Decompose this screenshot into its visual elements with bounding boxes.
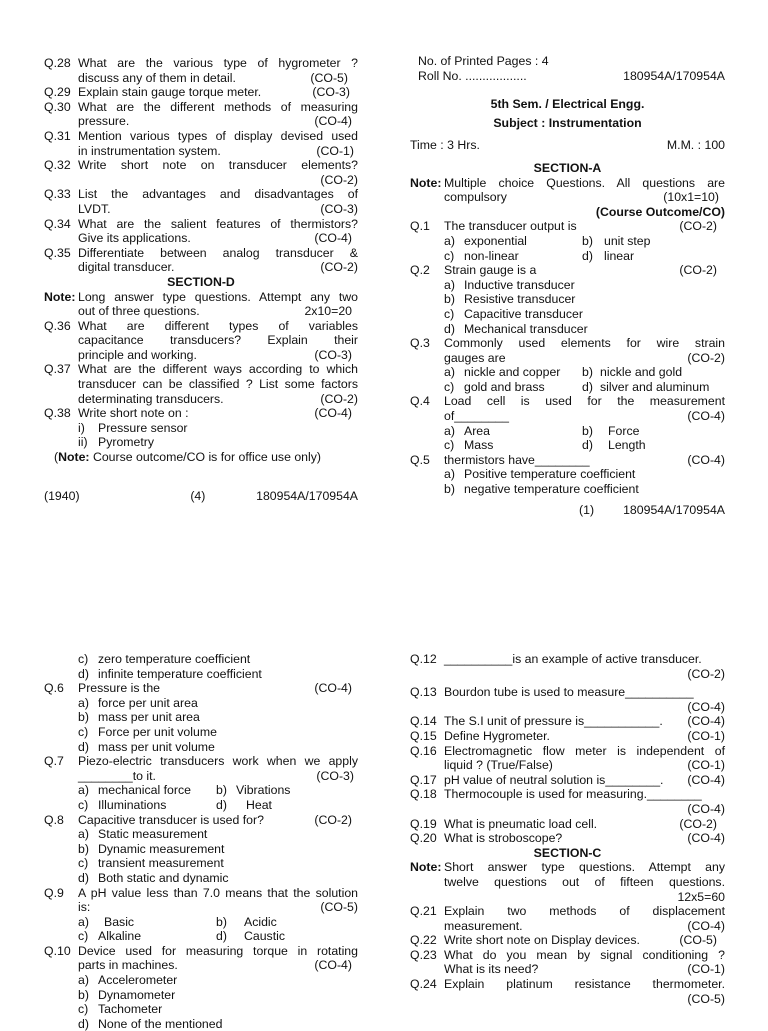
question-33: Q.33 List the advantages and disadvantages of LVDT. (CO-3): [44, 187, 358, 216]
question-3: Q.3 Commonly used elements for wire strain gauges are (CO-2) a) nickle and copper b) nickle and gold c) gold and brass d) silver and aluminum: [410, 336, 725, 394]
course-outcome-header: (Course Outcome/CO): [595, 204, 725, 219]
question-8: Q.8 Capacitive transducer is used for? (CO-2) a) Static measurement b) Dynamic measurement c) transient measurement d) Both static and dynamic: [44, 813, 358, 886]
section-c-note: Note: Short answer type questions. Attempt any twelve questions out of fifteen questions. 12x5=60: [410, 860, 725, 904]
office-use-footnote: (Note: Course outcome/CO is for office use only): [54, 450, 321, 465]
question-32: Q.32 Write short note on transducer elements? (CO-2): [44, 158, 358, 187]
question-4: Q.4 Load cell is used for the measurement of________ (CO-4) a) Area b) Force c) Mass d) Length: [410, 394, 725, 453]
question-31: Q.31 Mention various types of display devised used in instrumentation system. (CO-1): [44, 128, 358, 158]
semester-heading: 5th Sem. / Electrical Engg.: [490, 97, 645, 112]
question-19: Q.19 What is pneumatic load cell. (CO-2): [410, 817, 725, 832]
page-2-bottom-left: c) zero temperature coefficient d) infinite temperature coefficient Q.6 Pressure is the (CO-4) a) force per unit area b) mass per unit area c) Force per unit volume d) mass per unit volume Q.7 Piezo-electric transducers work when we apply ________to it. (CO-3) a) mechanical force b) Vibrations c) Illuminations d) Heat Q.8 Capacitive transducer is used for? (CO-2) a) Static measurement b) Dynamic measurement c) transient measurement d) Both static and dynamic Q.9 A pH value less than 7.0 means that the solution is: (CO-5) a) Basic b) Acidic c) Alkaline d) Caustic Q.10 Device used for measuring torque in rotating parts in machines. (CO-4) a) Accelerometer b) Dynamometer c) Tachometer d) None of the mentioned: [44, 652, 358, 1031]
course-outcome: (CO-2): [679, 219, 717, 234]
course-outcome: (CO-4): [314, 406, 352, 421]
question-13: Q.13 Bourdon tube is used to measure__________ (CO-4): [410, 685, 725, 714]
question-21: Q.21 Explain two methods of displacement measurement. (CO-4): [410, 904, 725, 933]
question-23: Q.23 What do you mean by signal conditioning ? What is its need? (CO-1): [410, 947, 725, 977]
question-6: Q.6 Pressure is the (CO-4) a) force per unit area b) mass per unit area c) Force per unit volume d) mass per unit volume: [44, 681, 358, 754]
course-outcome: (CO-5): [679, 933, 717, 948]
course-outcome: (CO-2): [687, 666, 725, 681]
course-outcome: (CO-1): [687, 758, 725, 773]
course-outcome: (CO-5): [687, 991, 725, 1006]
course-outcome: (CO-4): [687, 918, 725, 933]
printed-pages: No. of Printed Pages : 4: [418, 54, 549, 68]
page-footer: (1940) (4) 180954A/170954A: [44, 488, 358, 503]
marks: (10x1=10): [663, 190, 719, 205]
question-28: Q.28 What are the various type of hygrometer ? discuss any of them in detail. (CO-5): [44, 56, 358, 85]
question-15: Q.15 Define Hygrometer. (CO-1): [410, 728, 725, 743]
question-12: Q.12 __________is an example of active transducer. (CO-2): [410, 652, 725, 681]
marks: 2x10=20: [304, 304, 352, 319]
marks: 12x5=60: [677, 889, 725, 904]
question-18: Q.18 Thermocouple is used for measuring.________ (CO-4): [410, 787, 725, 816]
course-outcome: (CO-3): [320, 201, 358, 216]
page-footer: (1) 180954A/170954A: [579, 502, 725, 517]
question-35: Q.35 Differentiate between analog transducer & digital transducer. (CO-2): [44, 245, 358, 275]
question-34: Q.34 What are the salient features of thermistors? Give its applications. (CO-4): [44, 216, 358, 246]
course-outcome: (CO-4): [687, 801, 725, 816]
course-outcome: (CO-1): [316, 143, 354, 158]
question-38: Q.38 Write short note on : (CO-4) i) Pressure sensor ii) Pyrometry: [44, 406, 358, 450]
course-outcome: (CO-4): [687, 831, 725, 846]
question-22: Q.22 Write short note on Display devices. (CO-5): [410, 933, 725, 948]
course-outcome: (CO-1): [687, 962, 725, 977]
course-outcome: (CO-4): [314, 681, 352, 696]
question-9: Q.9 A pH value less than 7.0 means that the solution is: (CO-5) a) Basic b) Acidic c) Alkaline d) Caustic: [44, 885, 358, 944]
course-outcome: (CO-2): [320, 391, 358, 406]
roll-number: Roll No. ..................: [418, 68, 527, 83]
course-outcome: (CO-2): [320, 260, 358, 275]
course-outcome: (CO-3): [312, 85, 350, 100]
paper-code: 180954A/170954A: [623, 68, 725, 83]
course-outcome: (CO-2): [679, 816, 717, 831]
course-outcome: (CO-4): [687, 409, 725, 424]
course-outcome: (CO-4): [314, 958, 352, 973]
course-outcome: (CO-4): [314, 231, 352, 246]
question-7: Q.7 Piezo-electric transducers work when we apply ________to it. (CO-3) a) mechanical force b) Vibrations c) Illuminations d) Heat: [44, 754, 358, 812]
subject-heading: Subject : Instrumentation: [493, 115, 642, 130]
question-24: Q.24 Explain platinum resistance thermometer. (CO-5): [410, 977, 725, 1006]
course-outcome: (CO-2): [320, 172, 358, 187]
question-5: Q.5 thermistors have________ (CO-4) a) Positive temperature coefficient b) negative temperature coefficient: [410, 452, 725, 497]
question-14: Q.14 The S.I unit of pressure is___________. (CO-4): [410, 714, 725, 729]
section-d-heading: SECTION-D: [167, 274, 235, 289]
time-marks-row: Time : 3 Hrs. M.M. : 100: [410, 138, 725, 153]
course-outcome: (CO-2): [687, 350, 725, 365]
course-outcome: (CO-4): [687, 772, 725, 787]
page-4-top-left: [44, 56, 358, 503]
course-outcome: (CO-2): [679, 263, 717, 278]
section-a-heading: SECTION-A: [533, 160, 602, 175]
question-29: Q.29 Explain stain gauge torque meter. (CO-3): [44, 85, 358, 100]
course-outcome: (CO-4): [687, 699, 725, 714]
question-17: Q.17 pH value of neutral solution is________. (CO-4): [410, 772, 725, 787]
section-a-note: Note: Multiple choice Questions. All questions are compulsory (10x1=10) (Course Outcome/CO): [410, 175, 725, 219]
question-37: Q.37 What are the different ways according to which transducer can be classified ? List some factors determinating transducers. (CO-2): [44, 362, 358, 406]
header-block: [410, 54, 725, 83]
question-36: Q.36 What are different types of variables capacitance transducers? Explain their principle and working. (CO-3): [44, 318, 358, 362]
course-outcome: (CO-4): [314, 114, 352, 129]
course-outcome: (CO-5): [320, 900, 358, 915]
question-16: Q.16 Electromagnetic flow meter is independent of liquid ? (True/False) (CO-1): [410, 743, 725, 773]
course-outcome: (CO-3): [316, 768, 354, 783]
question-2: Q.2 Strain gauge is a (CO-2) a) Inductive transducer b) Resistive transducer c) Capacitive transducer d) Mechanical transducer: [410, 263, 725, 336]
course-outcome: (CO-2): [314, 812, 352, 827]
question-1: Q.1 The transducer output is (CO-2) a) exponential b) unit step c) non-linear d) linear: [410, 219, 725, 263]
question-number: Q.28: [44, 56, 71, 70]
section-c-heading: SECTION-C: [533, 845, 602, 860]
course-outcome: (CO-3): [314, 347, 352, 362]
page-3-bottom-right: [410, 652, 725, 1006]
course-outcome: (CO-5): [310, 70, 348, 85]
question-20: Q.20 What is stroboscope? (CO-4): [410, 831, 725, 846]
section-d-note: Note: Long answer type questions. Attempt any two out of three questions. 2x10=20: [44, 289, 358, 319]
course-outcome: (CO-1): [687, 728, 725, 743]
course-outcome: (CO-4): [687, 714, 725, 729]
question-30: Q.30 What are the different methods of measuring pressure. (CO-4): [44, 99, 358, 129]
course-outcome: (CO-4): [687, 452, 725, 467]
page-1-top-right: [410, 54, 725, 517]
question-10: Q.10 Device used for measuring torque in rotating parts in machines. (CO-4) a) Accelerometer b) Dynamometer c) Tachometer d) None of the mentioned: [44, 943, 358, 1031]
